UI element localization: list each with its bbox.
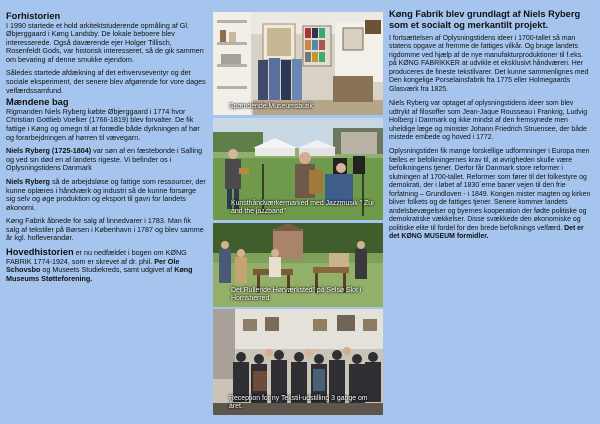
caption-museum-shop: Spændende Museumsbutik: [229, 103, 313, 110]
forhistorien-paragraph-2: Således startede afdækning af det erhvervseventyr og det sociale eksperiment, der senere blev afgørende for vore dages velfærdssamfund.: [6, 68, 206, 95]
ryberg-name: Niels Ryberg (1725-1804): [6, 146, 92, 156]
right-paragraph-3-text: Oplysningstiden fik mange forskellige udformninger i Europa men fælles er befolkningernes krav til, at øvrigheden skulle være befolkningens tjener. Derfor får Danmark store reformer i slutningen af 1700-tallet. Reformer som fører til det folkestyre og demokrati, der i løbet af 1830´erne baner vejen til den frie forfatning – Grundloven - i 1849. Kongen mister magten og kirken bliver folkets og de fattiges tjener. Senere kommer landets andelsbevægelser og byernes kooperation der fødte politiske og demokratiske vækkelser. Disse svækkede den økonomiske og politiske elite til fordel for den brede befolknings velfærd.: [389, 148, 591, 232]
right-paragraph-2: Niels Ryberg var optaget af oplysningstidens ideer som blev udtrykt af filosoffer som Jean-Jaque Rousseau i Frankrig, Ludvig Holberg i Danmark og ikke mindst af den fremsynede men uheldige læge og minister Johann Friedrich Struensee, der både mistede embede og hoved i 1772.: [389, 100, 588, 141]
photo-textile-reception: [213, 309, 383, 415]
right-column-title: Køng Fabrik blev grundlagt af Niels Ryberg som et socialt og merkantilt projekt.: [389, 9, 581, 30]
ryberg-ideas-text: så de arbejdsløse og fattige som ressourcer, der kunne oplæres i håndværk og industri så de kunne forsørge sig selv og øge produktion og eksport til gavn for landets økonomi.: [6, 176, 206, 212]
photo-museum-shop: [213, 12, 383, 115]
hovedhistorien-paragraph: [6, 248, 206, 283]
ryberg-biography: [6, 147, 206, 173]
forhistorien-paragraph-1: I 1990 startede et hold arkitektstuderende opmåling af Gl. Øbjerggaard i Køng Landsby. De lokale beboere blev interesserede. Også daværende ejer Holger Tillisch, Rosenfeldt Gods, var historisk interesseret, så de gik sammen om bevaring af denne smukke ejendom.: [6, 20, 204, 64]
photo-flax-workshop: [213, 223, 383, 307]
caption-flax-workshop: Det Rullende Hørværksted" på Selsø Slot i Hornsherred: [231, 287, 362, 302]
photo-column: [213, 0, 383, 424]
caption-jazz-market: Kunsthåndværkermarked med Jazzmusik " Zui and the jazzband": [231, 200, 374, 215]
maendene-bag-paragraph: Rigmanden Niels Ryberg købte Øbjerggaard i 1774 hvor Christian Gottlieb Voelker (1766-1819) blev forvalter. De fik fattige i Køng og omegn til at forædle både dyrkningen af hør og forarbejdningen af hørren til vævegarn.: [6, 106, 200, 142]
hovedhistorien-text-2: og Museets Studiekreds, samt udgivet af: [40, 265, 175, 275]
right-paragraph-1: I fortsættelsen af Oplysningstidens ideer i 1700-tallet så man statens opgave at fremme de fattiges vilkår. Og bruge landets rigdomme ved hjælp af de nye manufakturproduktioner til f.eks. på KØNG FABRIKKER at udvikle et eksklusivt håndværeri. Her produceres de fineste tekstilvarer. Det kunne sammenlignes med Den kongelige Porselainsfabrik fra 1775 eller Holmegaards Glasværk fra 1825.: [389, 35, 589, 93]
fabrik-opening-paragraph: Køng Fabrik åbnede for salg af linnedvarer i 1783. Man fik salg af tekstiler på Børsen i København i 1787 og blev samme år kgl. hofleverandør.: [6, 216, 204, 243]
hovedhistorien-heading: Hovedhistorien: [6, 247, 74, 258]
forhistorien-heading: Forhistorien: [6, 11, 61, 21]
right-paragraph-3: [389, 148, 592, 241]
hovedhistorien-publisher: Køng Museums Støtteforening.: [6, 265, 193, 283]
maendene-bag-heading: Mændene bag: [6, 97, 69, 108]
caption-textile-reception: Reception for ny Tekstil-udstilling 3 gange om året.: [229, 395, 368, 410]
right-paragraph-3-bold: Det er det KØNG MUSEUM formidler.: [389, 224, 584, 240]
ryberg-biography-text: var søn af en fæstebonde i Salling og ved sin død en af landets rigeste. Vi befinder os i Oplysningstidens Danmark: [6, 146, 203, 173]
right-column: [389, 0, 592, 424]
hovedhistorien-text-1: er nu nedfældet i bogen om KØNG FABRIK 1774-1924, som er skrevet af dr. phil.: [6, 248, 187, 266]
hovedhistorien-author: Per Ole Schovsbo: [6, 256, 180, 275]
photo-jazz-market: [213, 118, 383, 220]
museum-shop-image: [213, 12, 383, 115]
ryberg-ideas: [6, 178, 206, 212]
ryberg-name-2: Niels Ryberg: [6, 176, 50, 186]
left-column: [6, 0, 206, 424]
